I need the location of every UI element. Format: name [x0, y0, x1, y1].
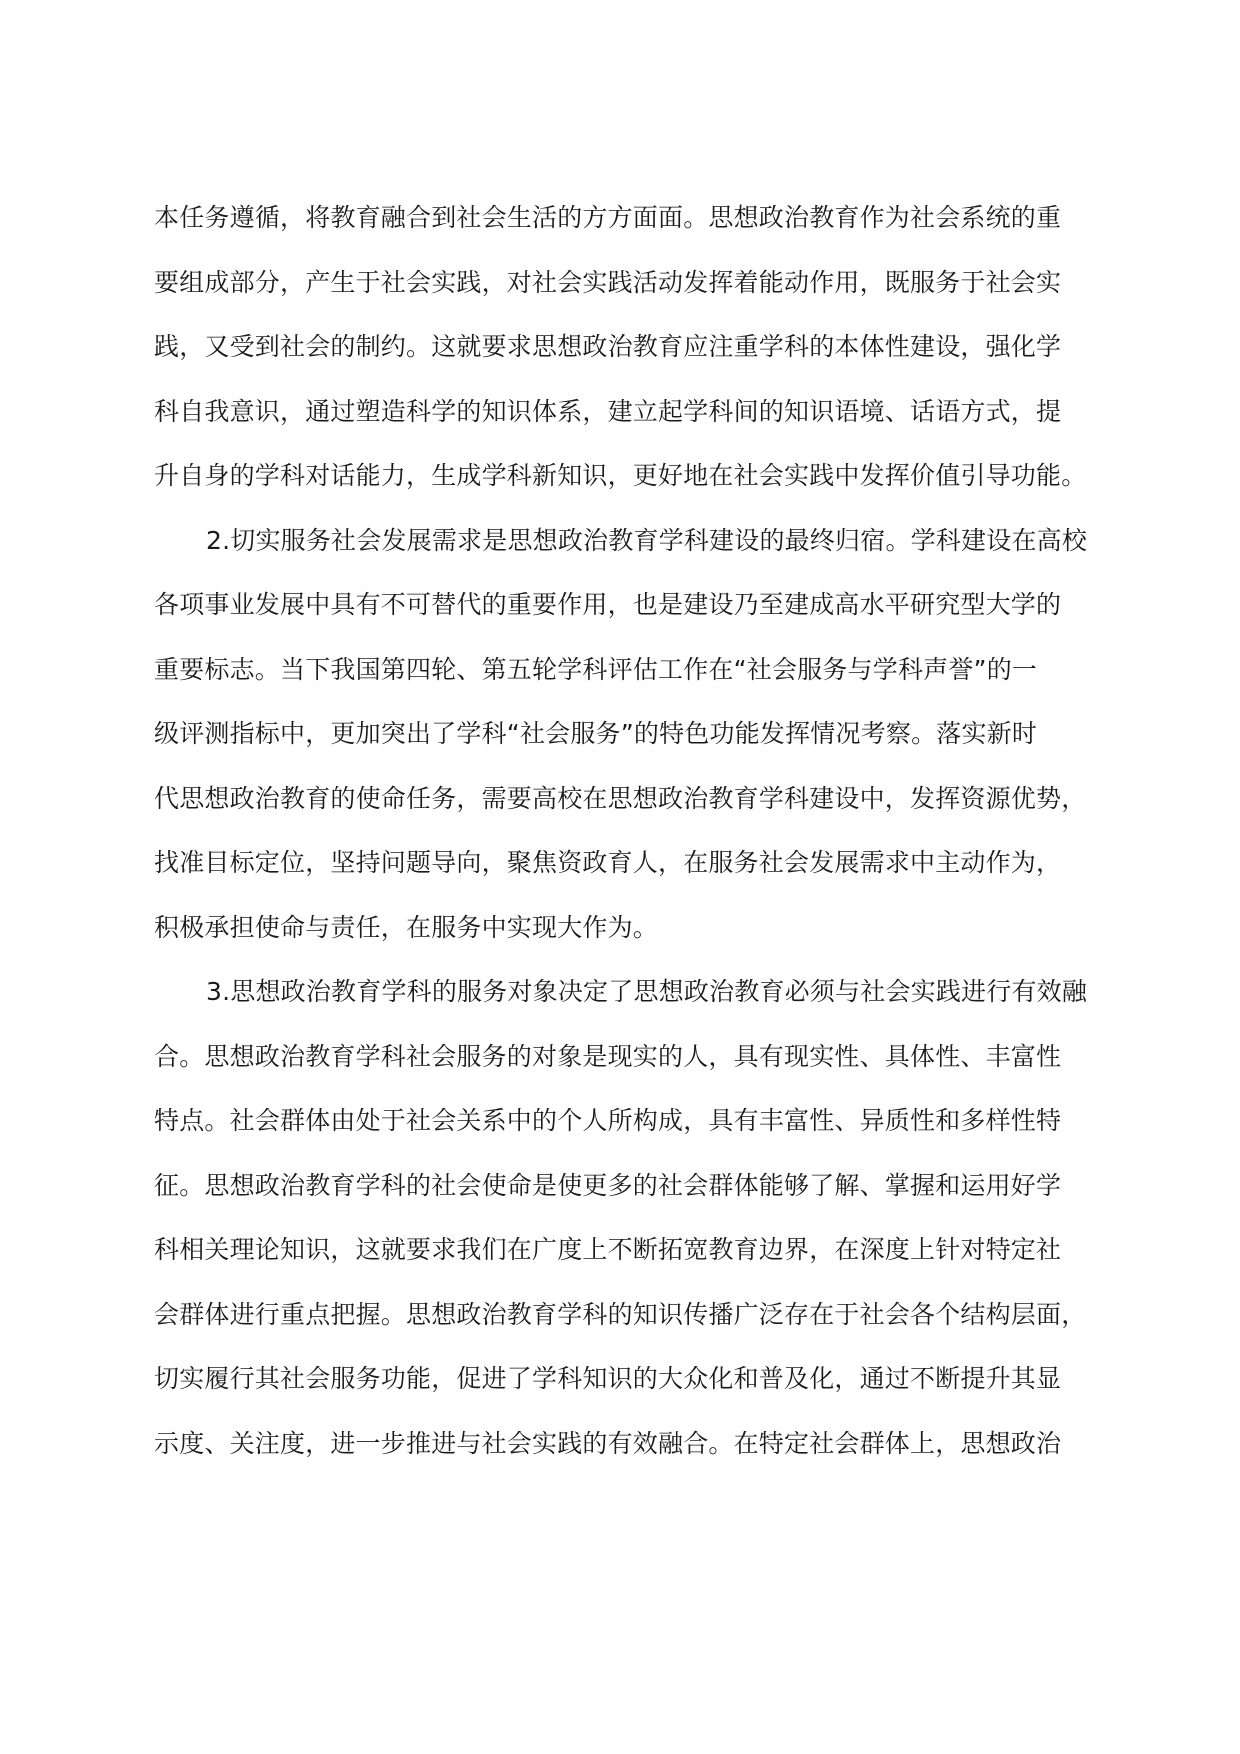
text-line: 特点。社会群体由处于社会关系中的个人所构成，具有丰富性、异质性和多样性特 [154, 1106, 1062, 1135]
text-line: 科相关理论知识，这就要求我们在广度上不断拓宽教育边界，在深度上针对特定社 [154, 1235, 1062, 1264]
text-line: 级评测指标中，更加突出了学科“社会服务”的特色功能发挥情况考察。落实新时 [154, 719, 1038, 748]
text-line: 要组成部分，产生于社会实践，对社会实践活动发挥着能动作用，既服务于社会实 [154, 267, 1062, 297]
text-line: 示度、关注度，进一步推进与社会实践的有效融合。在特定社会群体上，思想政治 [154, 1428, 1062, 1458]
text-line: 找准目标定位，坚持问题导向，聚焦资政育人，在服务社会发展需求中主动作为， [154, 848, 1062, 877]
paragraph-first-line: 3.思想政治教育学科的服务对象决定了思想政治教育必须与社会实践进行有效融 [206, 977, 1088, 1006]
text-line: 代思想政治教育的使命任务，需要高校在思想政治教育学科建设中，发挥资源优势， [154, 783, 1087, 813]
text-line: 践，又受到社会的制约。这就要求思想政治教育应注重学科的本体性建设，强化学 [154, 332, 1062, 361]
text-line: 本任务遵循，将教育融合到社会生活的方方面面。思想政治教育作为社会系统的重 [154, 203, 1062, 232]
text-line: 合。思想政治教育学科社会服务的对象是现实的人，具有现实性、具体性、丰富性 [154, 1041, 1062, 1071]
text-line: 切实履行其社会服务功能，促进了学科知识的大众化和普及化，通过不断提升其显 [154, 1364, 1062, 1393]
body-text [154, 186, 1088, 1476]
text-line: 各项事业发展中具有不可替代的重要作用，也是建设乃至建成高水平研究型大学的 [154, 590, 1062, 619]
text-line: 科自我意识，通过塑造科学的知识体系，建立起学科间的知识语境、话语方式，提 [154, 396, 1062, 426]
text-line: 会群体进行重点把握。思想政治教育学科的知识传播广泛存在于社会各个结构层面， [154, 1299, 1087, 1329]
text-line: 积极承担使命与责任，在服务中实现大作为。 [154, 912, 659, 942]
text-line: 升自身的学科对话能力，生成学科新知识，更好地在社会实践中发挥价值引导功能。 [154, 461, 1087, 490]
paragraph-first-line: 2.切实服务社会发展需求是思想政治教育学科建设的最终归宿。学科建设在高校 [206, 525, 1088, 555]
text-line: 重要标志。当下我国第四轮、第五轮学科评估工作在“社会服务与学科声誉”的一 [154, 654, 1038, 684]
text-line: 征。思想政治教育学科的社会使命是使更多的社会群体能够了解、掌握和运用好学 [154, 1170, 1062, 1200]
